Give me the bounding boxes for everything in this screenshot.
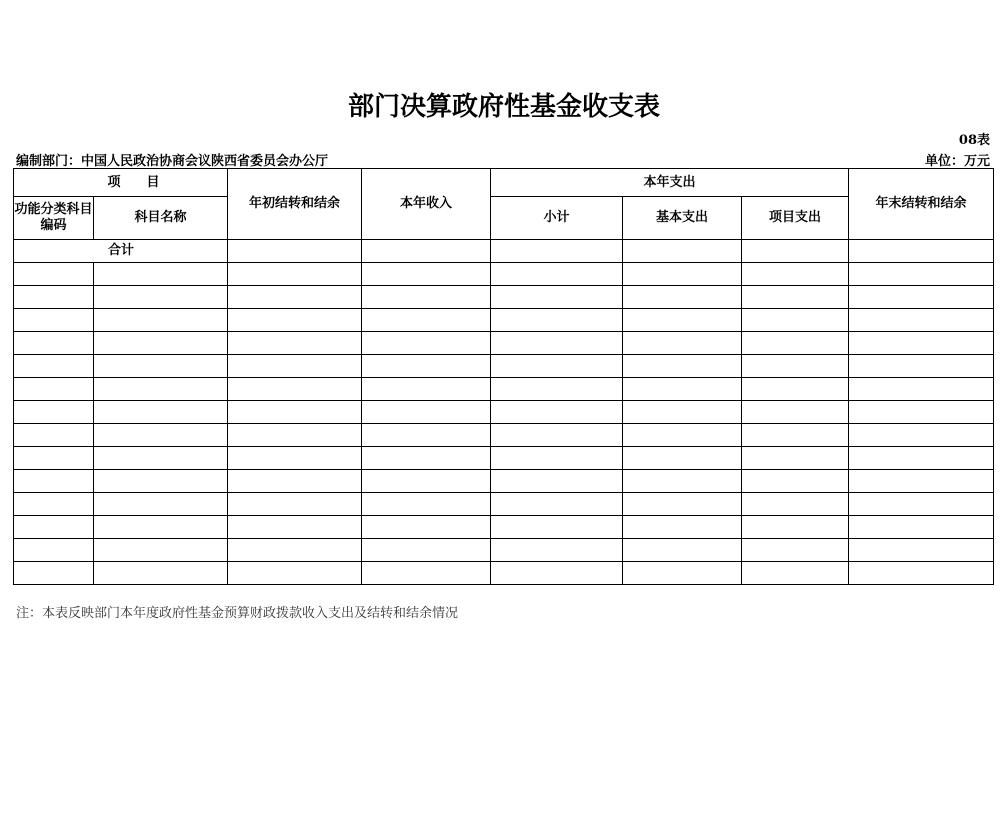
table-cell [94, 516, 228, 539]
table-cell [14, 516, 94, 539]
table-cell [491, 470, 623, 493]
table-cell [742, 263, 849, 286]
table-cell [228, 401, 362, 424]
table-cell [94, 309, 228, 332]
total-cell [849, 240, 994, 263]
table-cell [623, 309, 742, 332]
header-item: 项目 [14, 169, 228, 197]
table-cell [14, 447, 94, 470]
table-cell [491, 309, 623, 332]
department-label: 编制部门：中国人民政治协商会议陕西省委员会办公厅 [16, 154, 329, 169]
table-cell [742, 470, 849, 493]
table-cell [14, 332, 94, 355]
unit-label: 单位：万元 [924, 154, 990, 169]
table-cell [742, 516, 849, 539]
total-cell [491, 240, 623, 263]
table-row [14, 447, 994, 470]
table-cell [362, 378, 491, 401]
table-row [14, 493, 994, 516]
table-cell [362, 286, 491, 309]
table-cell [849, 516, 994, 539]
table-cell [491, 516, 623, 539]
table-cell [14, 424, 94, 447]
table-cell [742, 493, 849, 516]
table-cell [14, 378, 94, 401]
table-row [14, 286, 994, 309]
table-cell [94, 493, 228, 516]
table-row [14, 562, 994, 585]
table-cell [623, 424, 742, 447]
total-row [14, 240, 994, 263]
table-cell [623, 493, 742, 516]
header-income: 本年收入 [362, 169, 491, 240]
header-end-balance: 年末结转和结余 [849, 169, 994, 240]
table-cell [849, 378, 994, 401]
table-cell [362, 309, 491, 332]
table-cell [623, 332, 742, 355]
table-cell [94, 378, 228, 401]
table-cell [228, 332, 362, 355]
table-row [14, 355, 994, 378]
table-cell [14, 470, 94, 493]
table-cell [742, 286, 849, 309]
table-cell [623, 539, 742, 562]
table-cell [742, 332, 849, 355]
table-cell [362, 470, 491, 493]
total-cell [623, 240, 742, 263]
table-cell [623, 401, 742, 424]
table-cell [849, 286, 994, 309]
table-cell [491, 355, 623, 378]
table-cell [14, 562, 94, 585]
table-cell [491, 424, 623, 447]
table-cell [228, 355, 362, 378]
table-cell [94, 332, 228, 355]
table-cell [362, 539, 491, 562]
table-cell [362, 332, 491, 355]
table-cell [849, 424, 994, 447]
table-cell [491, 562, 623, 585]
table-cell [623, 447, 742, 470]
footnote: 注：本表反映部门本年度政府性基金预算财政拨款收入支出及结转和结余情况 [16, 606, 459, 621]
table-cell [362, 401, 491, 424]
table-cell [362, 424, 491, 447]
table-cell [94, 470, 228, 493]
table-number: 08表 [958, 133, 990, 148]
table-cell [94, 355, 228, 378]
table-cell [849, 401, 994, 424]
table-cell [849, 562, 994, 585]
table-row [14, 309, 994, 332]
table-cell [228, 470, 362, 493]
total-label: 合计 [14, 240, 228, 263]
table-cell [14, 539, 94, 562]
table-cell [623, 355, 742, 378]
table-cell [742, 539, 849, 562]
table-cell [228, 447, 362, 470]
table-cell [742, 562, 849, 585]
table-cell [94, 562, 228, 585]
table-row [14, 539, 994, 562]
header-begin-balance: 年初结转和结余 [228, 169, 362, 240]
table-row [14, 263, 994, 286]
table-row [14, 378, 994, 401]
header-expenditure: 本年支出 [491, 169, 849, 197]
table-cell [849, 447, 994, 470]
table-cell [742, 355, 849, 378]
table-cell [14, 355, 94, 378]
table-cell [849, 263, 994, 286]
table-cell [623, 378, 742, 401]
header-subtotal: 小计 [491, 197, 623, 240]
table-cell [228, 263, 362, 286]
table-row [14, 470, 994, 493]
table-cell [849, 470, 994, 493]
header-subject-name: 科目名称 [94, 197, 228, 240]
table-cell [94, 424, 228, 447]
table-cell [623, 263, 742, 286]
table-cell [228, 286, 362, 309]
table-cell [491, 493, 623, 516]
table-cell [228, 309, 362, 332]
table-row [14, 401, 994, 424]
table-cell [362, 355, 491, 378]
table-cell [491, 401, 623, 424]
table-cell [623, 470, 742, 493]
table-cell [623, 286, 742, 309]
table-cell [14, 309, 94, 332]
empty-rows [14, 263, 994, 585]
table-cell [14, 493, 94, 516]
table-cell [742, 309, 849, 332]
table-cell [491, 263, 623, 286]
table-cell [623, 516, 742, 539]
table-cell [849, 493, 994, 516]
table-cell [491, 447, 623, 470]
table-cell [849, 332, 994, 355]
table-cell [362, 562, 491, 585]
table-cell [491, 332, 623, 355]
table-cell [14, 263, 94, 286]
table-cell [362, 516, 491, 539]
total-cell [362, 240, 491, 263]
table-cell [491, 378, 623, 401]
table-cell [228, 378, 362, 401]
table-cell [14, 401, 94, 424]
table-cell [849, 539, 994, 562]
table-cell [94, 286, 228, 309]
table-cell [742, 424, 849, 447]
table-cell [849, 355, 994, 378]
header-basic-exp: 基本支出 [623, 197, 742, 240]
table-cell [362, 447, 491, 470]
table-cell [623, 562, 742, 585]
table-cell [94, 539, 228, 562]
table-cell [742, 401, 849, 424]
table-row [14, 332, 994, 355]
table-cell [742, 447, 849, 470]
table-cell [491, 539, 623, 562]
table-cell [94, 263, 228, 286]
table-cell [94, 401, 228, 424]
table-cell [228, 516, 362, 539]
table-cell [228, 539, 362, 562]
table-cell [742, 378, 849, 401]
page-title: 部门决算政府性基金收支表 [347, 92, 660, 122]
table-cell [228, 424, 362, 447]
table-cell [849, 309, 994, 332]
total-cell [228, 240, 362, 263]
table-cell [94, 447, 228, 470]
table-cell [228, 562, 362, 585]
table-cell [14, 286, 94, 309]
fund-table [13, 168, 994, 585]
table-cell [491, 286, 623, 309]
table-cell [362, 493, 491, 516]
table-cell [362, 263, 491, 286]
header-project-exp: 项目支出 [742, 197, 849, 240]
table-row [14, 516, 994, 539]
total-cell [742, 240, 849, 263]
table-row [14, 424, 994, 447]
table-cell [228, 493, 362, 516]
header-func-code: 功能分类科目编码 [14, 197, 94, 240]
